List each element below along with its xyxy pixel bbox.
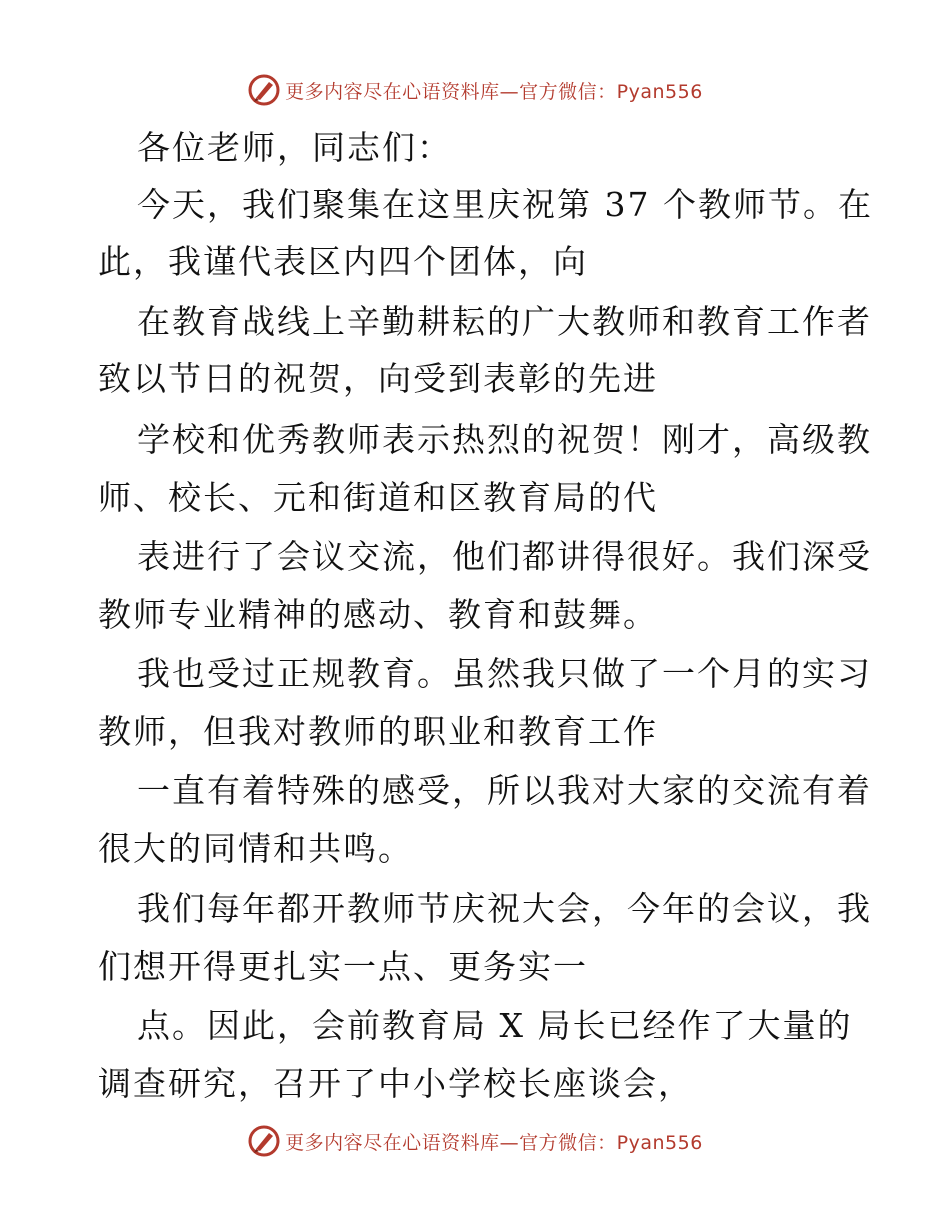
body-line: 很大的同情和共鸣。 bbox=[98, 829, 413, 868]
body-line: 致以节日的祝贺，向受到表彰的先进 bbox=[98, 359, 658, 398]
body-line: 我们每年都开教师节庆祝大会，今年的会议，我 bbox=[137, 889, 872, 928]
header-banner bbox=[0, 70, 950, 110]
body-line: 师、校长、元和街道和区教育局的代 bbox=[98, 478, 658, 517]
body-line: 教师，但我对教师的职业和教育工作 bbox=[98, 712, 658, 751]
body-line: 点。因此，会前教育局 X 局长已经作了大量的 bbox=[137, 1006, 853, 1045]
quill-pen-logo-icon bbox=[247, 1124, 281, 1158]
body-line: 各位老师，同志们： bbox=[137, 128, 452, 167]
body-line: 们想开得更扎实一点、更务实一 bbox=[98, 947, 588, 986]
body-line: 学校和优秀教师表示热烈的祝贺！刚才，高级教 bbox=[137, 420, 872, 459]
body-line: 此，我谨代表区内四个团体，向 bbox=[98, 242, 588, 281]
header-banner-text: 更多内容尽在心语资料库—官方微信：Pyan556 bbox=[285, 80, 703, 103]
body-line: 我也受过正规教育。虽然我只做了一个月的实习 bbox=[137, 654, 872, 693]
quill-pen-logo-icon bbox=[247, 73, 281, 107]
footer-banner-text: 更多内容尽在心语资料库—官方微信：Pyan556 bbox=[285, 1131, 703, 1154]
body-line: 在教育战线上辛勤耕耘的广大教师和教育工作者 bbox=[137, 302, 872, 341]
footer-banner bbox=[0, 1121, 950, 1161]
body-line: 调查研究，召开了中小学校长座谈会， bbox=[98, 1064, 693, 1103]
body-line: 今天，我们聚集在这里庆祝第 37 个教师节。在 bbox=[137, 185, 873, 224]
body-line: 表进行了会议交流，他们都讲得很好。我们深受 bbox=[137, 537, 872, 576]
body-line: 教师专业精神的感动、教育和鼓舞。 bbox=[98, 595, 658, 634]
body-line: 一直有着特殊的感受，所以我对大家的交流有着 bbox=[137, 771, 872, 810]
